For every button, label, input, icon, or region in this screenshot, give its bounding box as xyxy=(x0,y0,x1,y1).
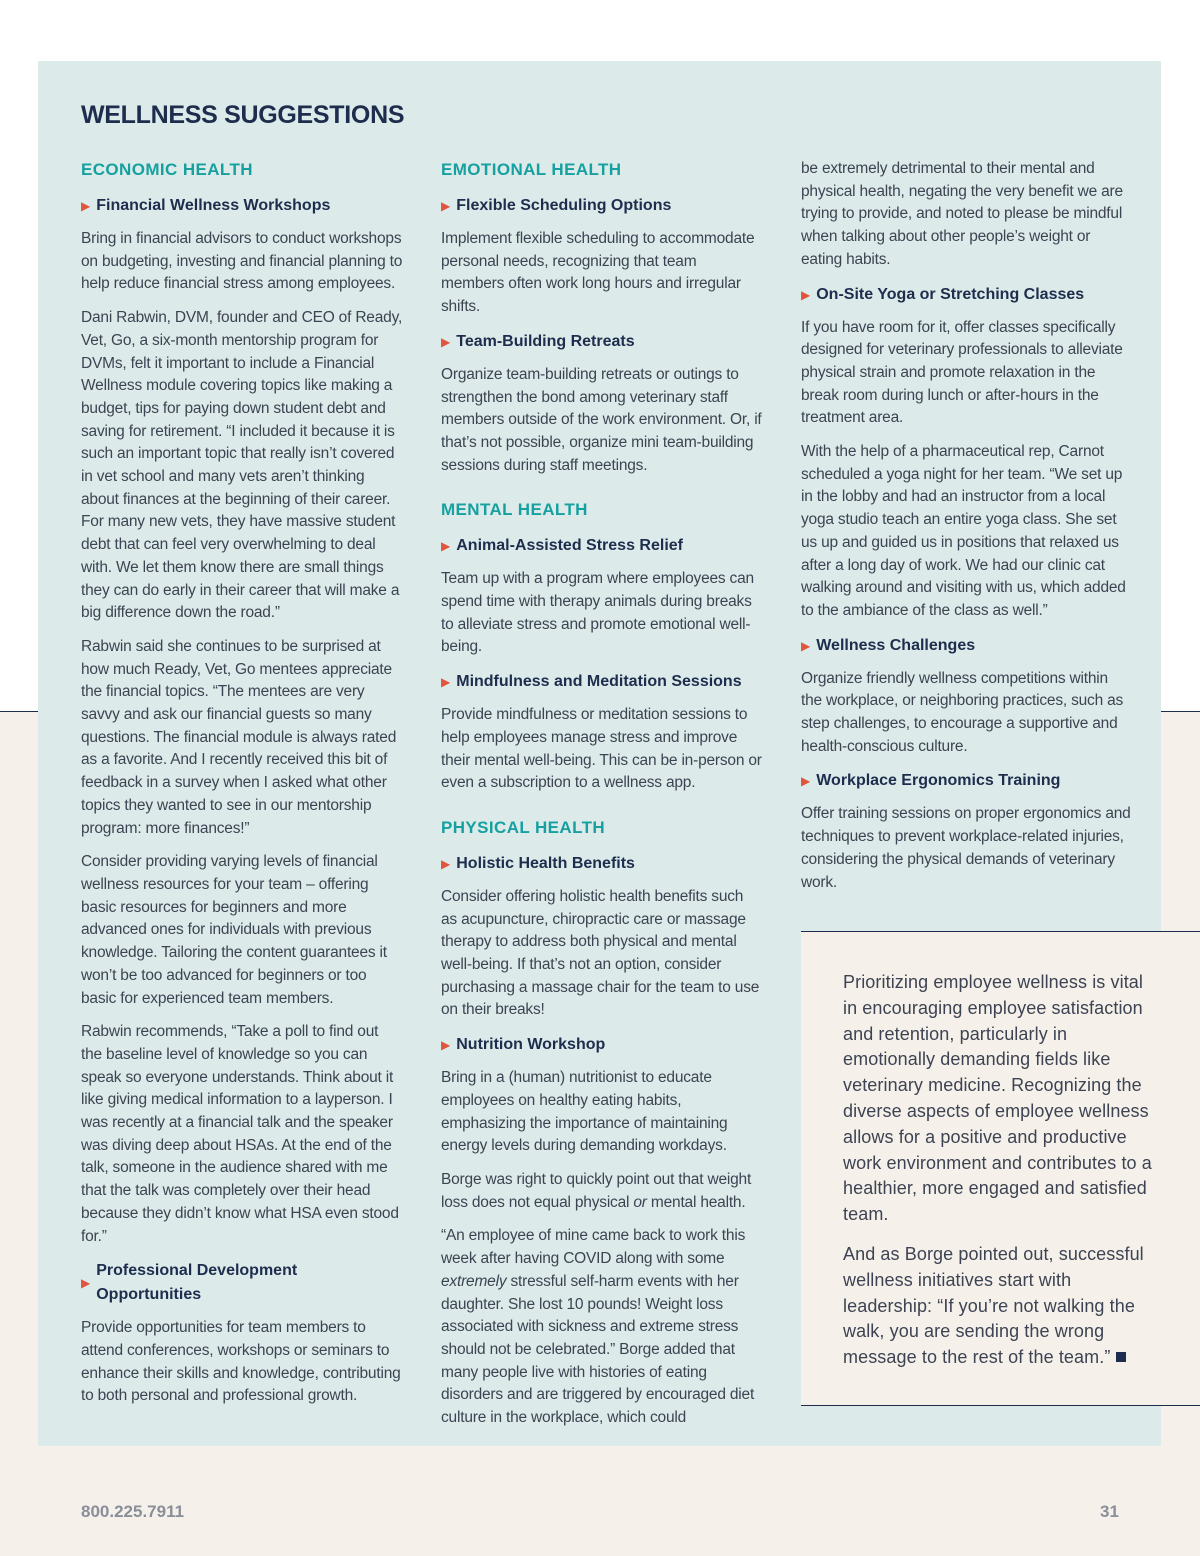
paragraph: Rabwin said she continues to be surprised at how much Ready, Vet, Go mentees appreciate the financial topics. “The mentees are very savvy and ask our financial guests so many questions. The financial module is always rated as a favorite. And I recently received this bit of feedback in a survey when I asked what other topics they wanted to see in our mentorship program: more finances!” xyxy=(81,637,397,837)
triangle-right-icon: ▶ xyxy=(441,334,451,349)
triangle-right-icon: ▶ xyxy=(81,1276,91,1291)
callout-paragraph: Prioritizing employee wellness is vital in encouraging employee satisfaction and retention, particularly in emotionally demanding fields like veterinary medicine. Recognizing the diverse aspects of employee wellness allows for a positive and productive work environment and contributes to a healthier, more engaged and satisfied team. xyxy=(843,972,1152,1225)
paragraph: Bring in financial advisors to conduct workshops on budgeting, investing and financial planning to help reduce financial stress among employees. xyxy=(81,230,403,293)
end-mark-icon xyxy=(1116,1352,1126,1362)
section-heading-physical: PHYSICAL HEALTH xyxy=(441,817,606,837)
paragraph: Offer training sessions on proper ergonomics and techniques to prevent workplace-related injuries, considering the physical demands of veterinary work. xyxy=(801,805,1131,891)
subheading-wellness-challenges: ▶ Wellness Challenges xyxy=(801,634,1131,658)
callout-paragraph: And as Borge pointed out, successful wellness initiatives start with leadership: “If you’re not walking the walk, you are sending the wrong message to the rest of the team.” xyxy=(843,1243,1144,1368)
paragraph: be extremely detrimental to their mental and physical health, negating the very benefit we are trying to provide, and noted to please be mindful when talking about other people’s weight or eating habits. xyxy=(801,160,1123,268)
paragraph: Consider providing varying levels of financial wellness resources for your team – offering basic resources for beginners and more advanced ones for individuals with previous knowledge. Tailoring the content guarantees it won’t be too advanced for beginners or too basic for experienced team members. xyxy=(81,853,387,1007)
callout-box xyxy=(801,931,1200,1406)
triangle-right-icon: ▶ xyxy=(441,675,451,690)
divider-right xyxy=(1161,711,1200,712)
paragraph: Organize team-building retreats or outings to strengthen the bond among veterinary staff members outside of the work environment. Or, if that’s not possible, organize mini team-building sessions during staff meetings. xyxy=(441,365,762,474)
subheading-holistic-benefits: ▶ Holistic Health Benefits xyxy=(441,852,763,876)
triangle-right-icon: ▶ xyxy=(441,199,451,213)
paragraph: If you have room for it, offer classes specifically designed for veterinary professionals to alleviate physical strain and promote relaxation in the break room during lunch or after-hours in the treatment area. xyxy=(801,318,1123,427)
section-heading-emotional: EMOTIONAL HEALTH xyxy=(441,160,622,179)
page-title: WELLNESS SUGGESTIONS xyxy=(81,101,405,129)
paragraph: Dani Rabwin, DVM, founder and CEO of Ready, Vet, Go, a six-month mentorship program for DVMs, felt it important to include a Financial Wellness module covering topics like making a budget, tips for paying down student debt and saving for retirement. “I included it because it is such an important topic that really isn’t covered in vet school and many vets aren’t thinking about finances at the beginning of their career. For many new vets, they have massive student debt that can feel very overwhelming to deal with. We let them know there are small things they can do early in their career that will make a big difference down the road.” xyxy=(81,309,403,622)
subheading-ergonomics-training: ▶ Workplace Ergonomics Training xyxy=(801,769,1131,793)
footer-phone: 800.225.7911 xyxy=(81,1502,185,1521)
subheading-nutrition-workshop: ▶ Nutrition Workshop xyxy=(441,1033,763,1057)
triangle-right-icon: ▶ xyxy=(441,539,451,554)
triangle-right-icon: ▶ xyxy=(441,1038,451,1053)
triangle-right-icon: ▶ xyxy=(801,287,811,302)
triangle-right-icon: ▶ xyxy=(801,774,811,789)
paragraph: Provide mindfulness or meditation sessions to help employees manage stress and improve their mental well-being. This can be in-person or even a subscription to a wellness app. xyxy=(441,706,762,792)
subheading-mindfulness: ▶ Mindfulness and Meditation Sessions xyxy=(441,670,763,694)
paragraph: Team up with a program where employees can spend time with therapy animals during breaks to alleviate stress and promote emotional well-being. xyxy=(441,570,754,656)
subheading-professional-development: ▶ Professional Development Opportunities xyxy=(81,1262,298,1304)
triangle-right-icon: ▶ xyxy=(441,856,451,871)
paragraph: With the help of a pharmaceutical rep, Carnot scheduled a yoga night for her team. “We set up in the lobby and had an instructor from a local yoga studio teach an entire yoga class. She set us up and guided us in positions that relaxed us after a long day of work. We had our clinic cat walking around and visiting with us, which added to the ambiance of the class as well.” xyxy=(801,443,1126,619)
column-3 xyxy=(801,158,1131,905)
subheading-animal-assisted: ▶ Animal-Assisted Stress Relief xyxy=(441,534,763,558)
section-heading-economic: ECONOMIC HEALTH xyxy=(81,160,253,179)
page-number: 31 xyxy=(1100,1502,1119,1521)
column-2 xyxy=(441,158,763,1441)
paragraph: Borge was right to quickly point out that weight loss does not equal physical or mental health. xyxy=(441,1170,752,1211)
column-1 xyxy=(81,158,403,1419)
section-heading-mental: MENTAL HEALTH xyxy=(441,500,588,520)
divider-left xyxy=(0,711,38,712)
paragraph: Bring in a (human) nutritionist to educate employees on healthy eating habits, emphasizing the importance of maintaining energy levels during demanding workdays. xyxy=(441,1069,728,1155)
triangle-right-icon: ▶ xyxy=(801,638,811,653)
triangle-right-icon: ▶ xyxy=(81,199,91,213)
subheading-financial-workshops: ▶ Financial Wellness Workshops xyxy=(81,194,403,218)
paragraph: Rabwin recommends, “Take a poll to find out the baseline level of knowledge so you can speak so everyone understands. Think about it like giving medical information to a layperson. I was recently at a financial talk and the speaker was diving deep about HSAs. At the end of the talk, someone in the audience shared with me that the talk was completely over their head because they didn’t know what HSA even stood for.” xyxy=(81,1023,399,1245)
paragraph: Implement flexible scheduling to accommodate personal needs, recognizing that team members often work long hours and irregular shifts. xyxy=(441,230,755,316)
paragraph: Consider offering holistic health benefits such as acupuncture, chiropractic care or massage therapy to address both physical and mental well-being. If that’s not an option, consider purchasing a massage chair for the team to use on their breaks! xyxy=(441,887,760,1019)
paragraph: Provide opportunities for team members to attend conferences, workshops or seminars to enhance their skills and knowledge, contributing to both personal and professional growth. xyxy=(81,1319,401,1405)
paragraph: “An employee of mine came back to work this week after having COVID along with some extremely stressful self-harm events with her daughter. She lost 10 pounds! Weight loss associated with sickness and extreme stress should not be celebrated.” Borge added that many people live with histories of eating disorders and are triggered by encouraged diet culture in the workplace, which could xyxy=(441,1227,755,1427)
subheading-yoga-classes: ▶ On-Site Yoga or Stretching Classes xyxy=(801,283,1131,307)
subheading-flexible-scheduling: ▶ Flexible Scheduling Options xyxy=(441,194,763,218)
paragraph: Organize friendly wellness competitions within the workplace, or neighboring practices, such as step challenges, to encourage a supportive and health-conscious culture. xyxy=(801,669,1124,755)
subheading-team-building: ▶ Team-Building Retreats xyxy=(441,330,763,354)
